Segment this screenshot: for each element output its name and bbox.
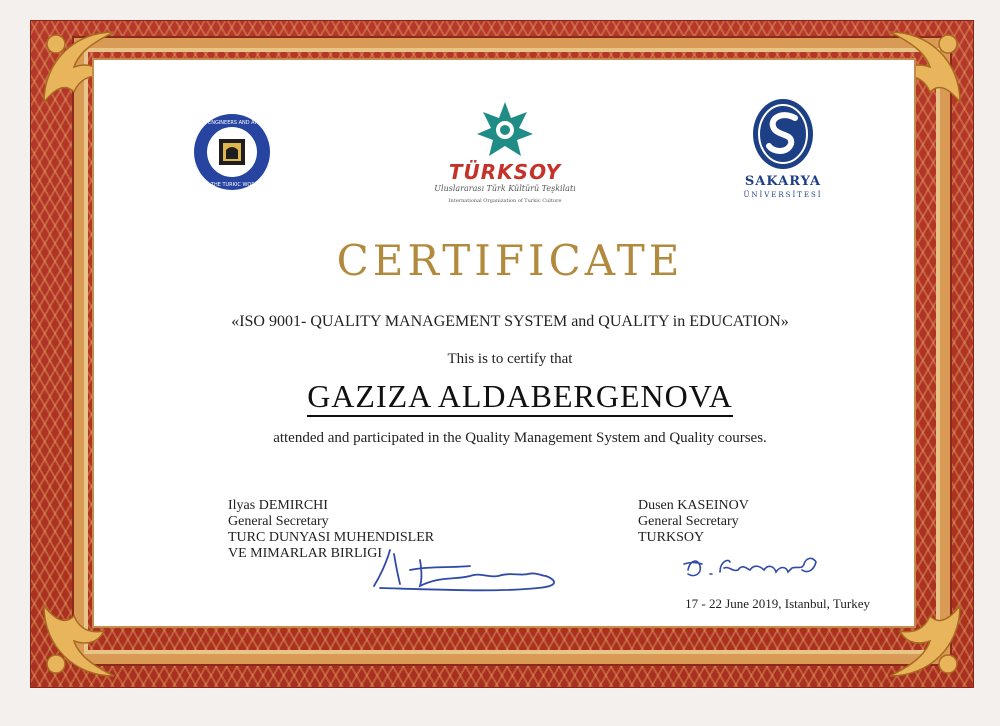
seal-text-bottom: OF THE TURKIC WORLD [202,182,262,188]
turksoy-subtitle-en: International Organization of Turkic Culture [448,198,562,204]
signatory-left-name: Ilyas DEMIRCHI [228,498,328,513]
sakarya-subtitle: ÜNİVERSİTESİ [743,191,823,199]
certificate-title: CERTIFICATE [336,236,684,285]
sakarya-university-logo [738,98,828,208]
signatory-left-org-line2: VE MIMARLAR BIRLIGI [228,546,382,561]
recipient-name-container [250,378,790,415]
sakarya-name: SAKARYA [744,174,822,189]
signature-kaseinov [680,548,830,582]
signatory-right-org: TURKSOY [638,530,705,545]
course-title: «ISO 9001- QUALITY MANAGEMENT SYSTEM and QUALITY in EDUCATION» [231,313,789,330]
signatory-left-role: General Secretary [228,514,329,529]
seal-text-top: UNION OF ENGINEERS AND ARCHITECTS [181,120,283,126]
signatory-right [638,498,838,546]
signatory-right-name: Dusen KASEINOV [638,498,749,513]
attended-line: attended and participated in the Quality Management System and Quality courses. [273,430,767,446]
turksoy-logo [430,100,580,212]
turksoy-subtitle: Uluslararası Türk Kültürü Teşkilatı [434,184,576,193]
signature-demirchi [360,546,570,592]
recipient-name: GAZIZA ALDABERGENOVA [307,378,733,417]
certify-line: This is to certify that [447,351,573,367]
sakarya-emblem-icon [751,98,815,170]
event-date-place: 17 - 22 June 2019, Istanbul, Turkey [685,596,870,611]
turksoy-emblem-icon [475,100,535,160]
signatory-left-org-line1: TURC DUNYASI MUHENDISLER [228,530,435,545]
turksoy-name: TÜRKSOY [448,160,562,184]
signatory-right-role: General Secretary [638,514,739,529]
union-engineers-seal-logo [181,112,283,192]
